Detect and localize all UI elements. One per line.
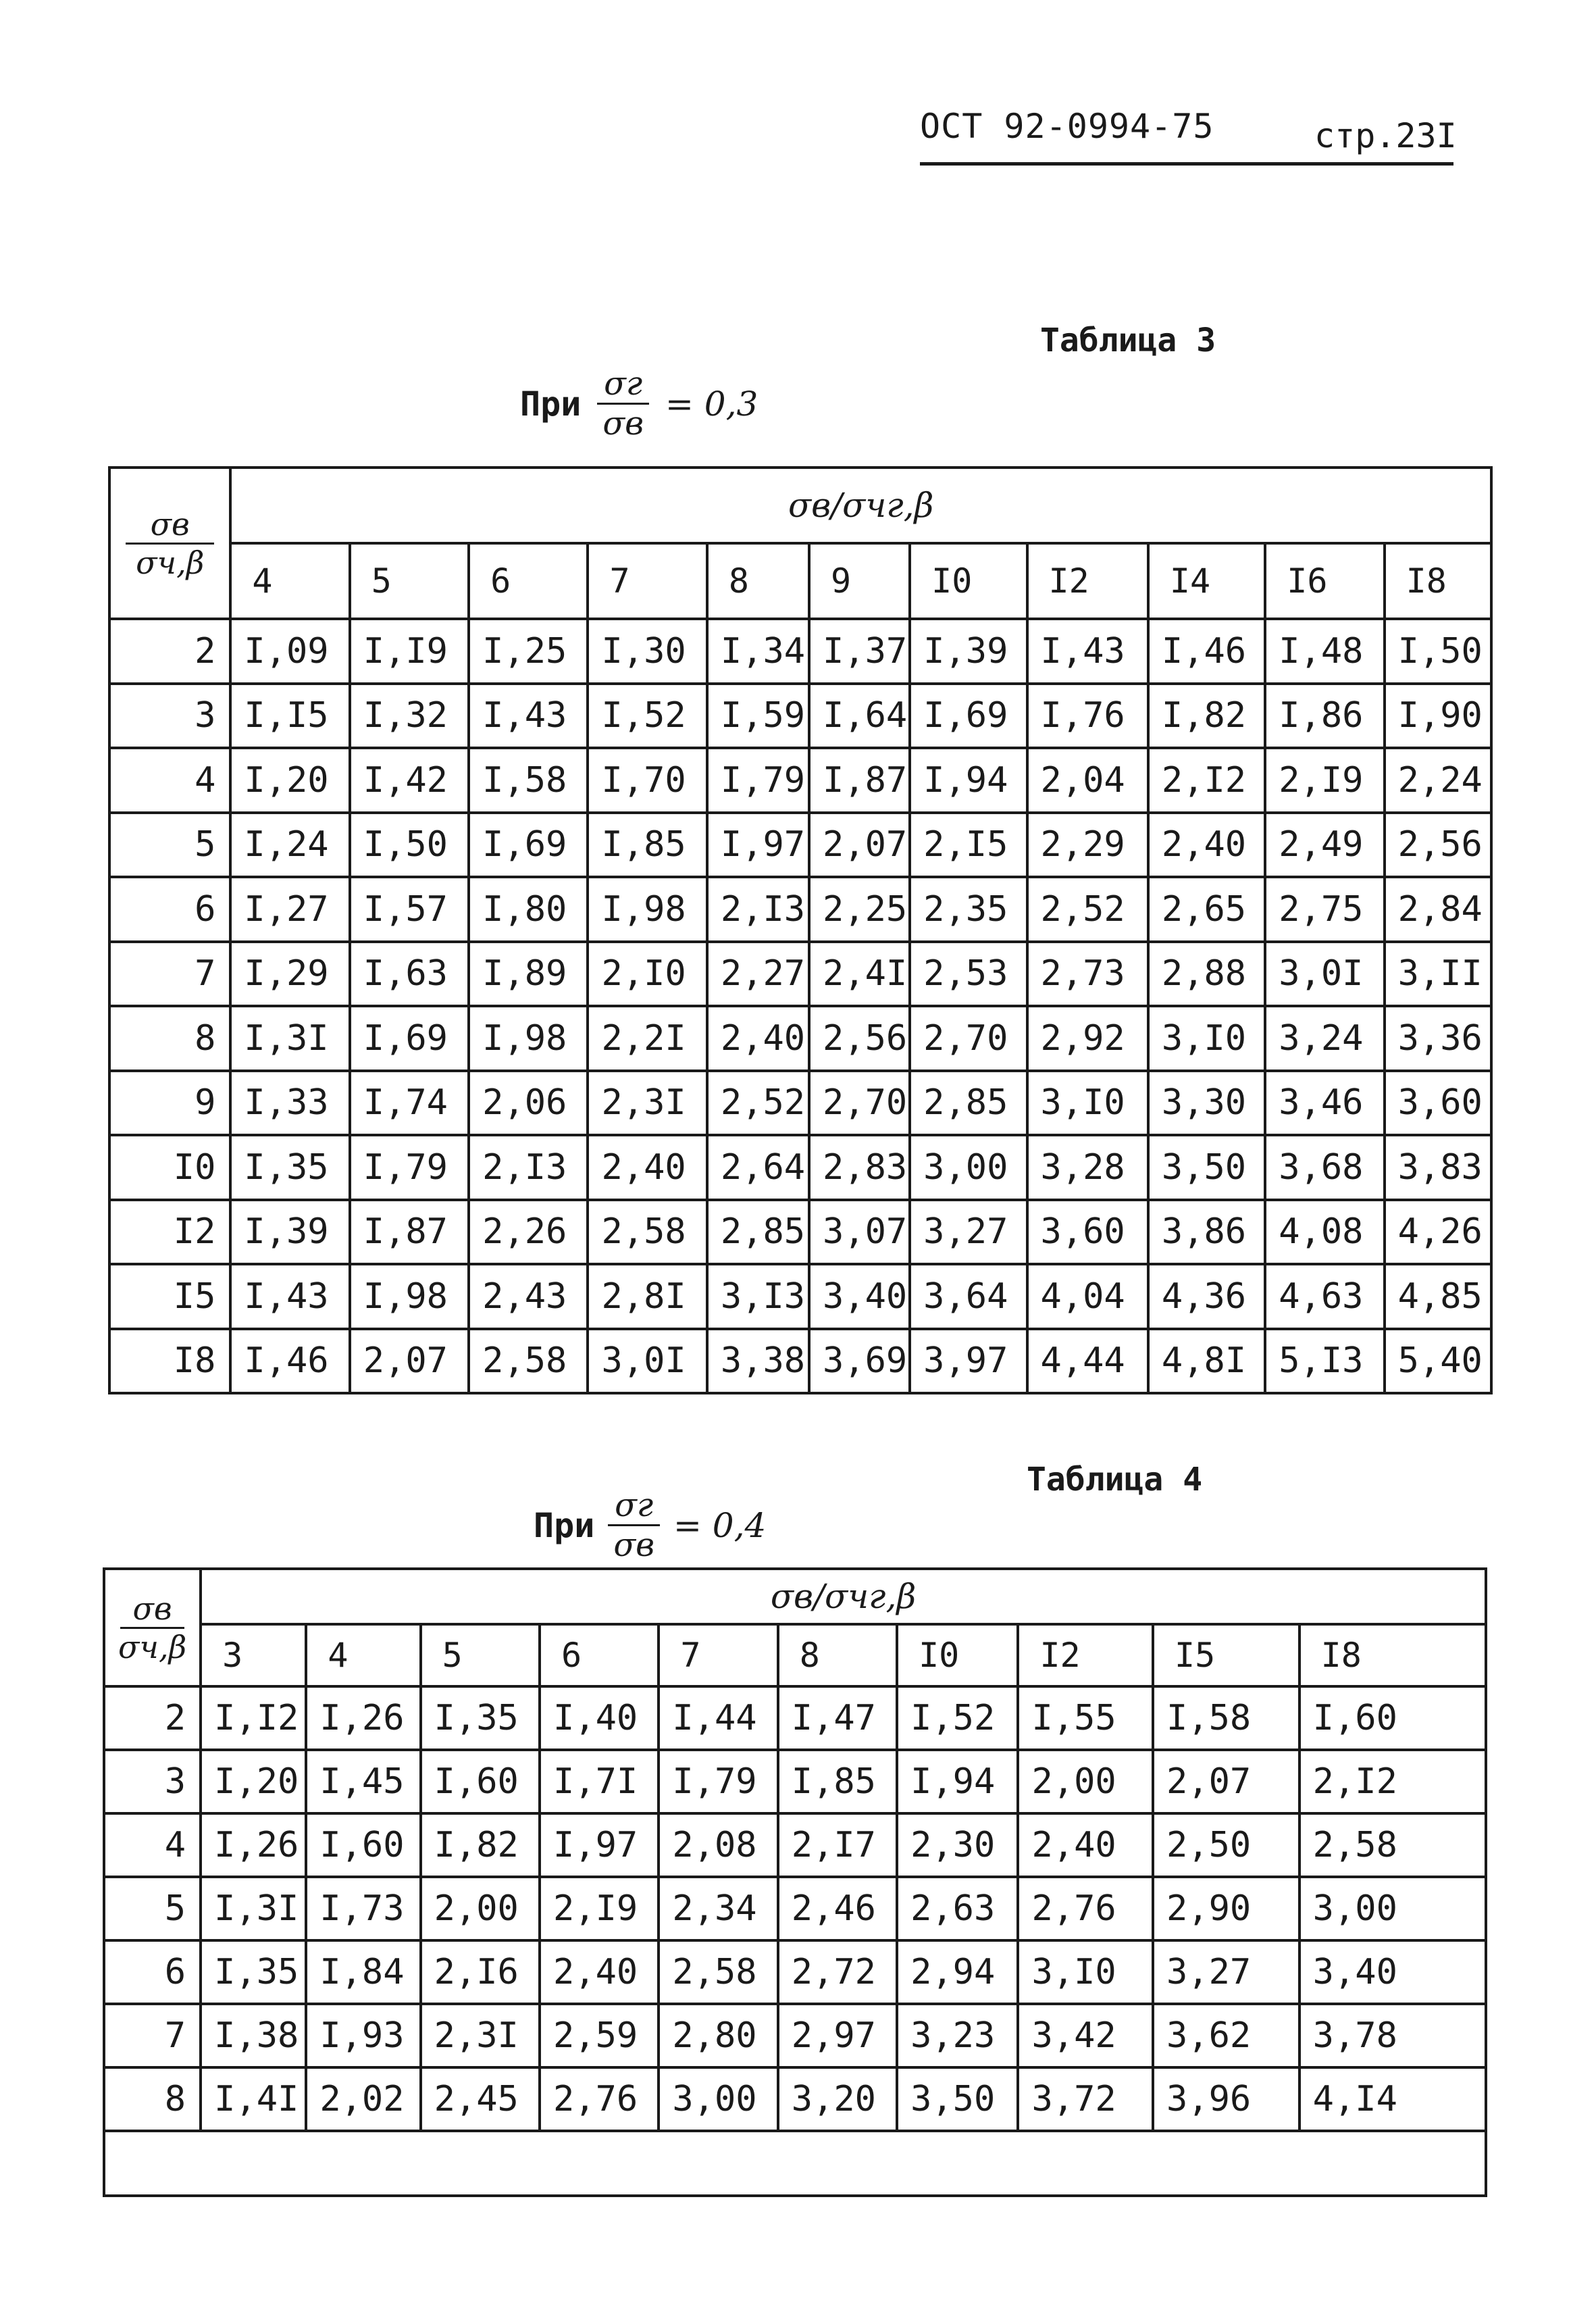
table4-cell: I,84 bbox=[306, 1940, 420, 2004]
table3-table-row bbox=[109, 619, 1491, 684]
table3-cell: I,69 bbox=[910, 684, 1027, 749]
table4-cell: 2,02 bbox=[306, 2067, 420, 2131]
table3-cell: 2,85 bbox=[707, 1200, 809, 1265]
table4-cell: 3,20 bbox=[778, 2067, 897, 2131]
table3-cell: 3,40 bbox=[809, 1264, 910, 1329]
table3-cell: 2,70 bbox=[809, 1071, 910, 1136]
table4-corner-cell bbox=[104, 1569, 201, 1686]
table4-cell: 2,80 bbox=[659, 2004, 777, 2067]
table3-cell: 2,53 bbox=[910, 942, 1027, 1007]
table4-header-row-2 bbox=[104, 1624, 1486, 1686]
table3-column-header: 9 bbox=[809, 543, 910, 619]
table4-cell: I,44 bbox=[659, 1686, 777, 1750]
table4-cell: 2,72 bbox=[778, 1940, 897, 2004]
table3-cell: 2,92 bbox=[1027, 1006, 1148, 1071]
table4-cell: I,47 bbox=[778, 1686, 897, 1750]
table3-cell: I,80 bbox=[469, 877, 588, 942]
table3-cell: I,69 bbox=[350, 1006, 469, 1071]
table4-cell: I,55 bbox=[1018, 1686, 1153, 1750]
table3-cell: 2,4I bbox=[809, 942, 910, 1007]
table3-cell: I,64 bbox=[809, 684, 910, 749]
table3-column-header: 6 bbox=[469, 543, 588, 619]
table3-cell: I,25 bbox=[469, 619, 588, 684]
table3-cell: I,30 bbox=[588, 619, 706, 684]
table3-row-header: I2 bbox=[109, 1200, 230, 1265]
table4-cell: 2,90 bbox=[1153, 1877, 1299, 1940]
table3-cell: 4,63 bbox=[1265, 1264, 1384, 1329]
table3-cell: 2,56 bbox=[1385, 813, 1491, 878]
table3-cell: I,33 bbox=[230, 1071, 349, 1136]
table4-cell: 2,46 bbox=[778, 1877, 897, 1940]
table4-cell: I,26 bbox=[201, 1813, 306, 1877]
table3-cell: 2,2I bbox=[588, 1006, 706, 1071]
table4-cell: 2,76 bbox=[1018, 1877, 1153, 1940]
table3-cell: I,79 bbox=[350, 1135, 469, 1200]
table3-cell: 3,50 bbox=[1148, 1135, 1265, 1200]
table3-condition-numerator: σг bbox=[597, 365, 649, 405]
table4-cell: I,26 bbox=[306, 1686, 420, 1750]
table3-cell: 2,I0 bbox=[588, 942, 706, 1007]
table3-cell: 2,40 bbox=[588, 1135, 706, 1200]
table3-cell: I,20 bbox=[230, 748, 349, 813]
table3-cell: I,98 bbox=[350, 1264, 469, 1329]
table4-column-header: I5 bbox=[1153, 1624, 1299, 1686]
table3-header-row-2 bbox=[109, 543, 1491, 619]
table4-cell: 2,59 bbox=[540, 2004, 659, 2067]
table3-cell: 2,84 bbox=[1385, 877, 1491, 942]
table3-cell: 2,52 bbox=[1027, 877, 1148, 942]
table3-row-header: I0 bbox=[109, 1135, 230, 1200]
table3-cell: 3,0I bbox=[588, 1329, 706, 1394]
table3-cell: 2,83 bbox=[809, 1135, 910, 1200]
table3-condition bbox=[520, 365, 758, 443]
table3-cell: 2,04 bbox=[1027, 748, 1148, 813]
table3-cell: I,09 bbox=[230, 619, 349, 684]
table4-row-header: 3 bbox=[104, 1750, 201, 1813]
table3-corner-denominator: σч,β bbox=[136, 544, 205, 581]
table4 bbox=[103, 1567, 1487, 2197]
table4-header-row-1 bbox=[104, 1569, 1486, 1624]
table3-cell: 2,58 bbox=[469, 1329, 588, 1394]
table4-cell: 3,62 bbox=[1153, 2004, 1299, 2067]
table4-cell: I,40 bbox=[540, 1686, 659, 1750]
table3-cell: I,58 bbox=[469, 748, 588, 813]
table4-cell: 4,I4 bbox=[1299, 2067, 1486, 2131]
table3-cell: I,79 bbox=[707, 748, 809, 813]
table4-column-header: 3 bbox=[201, 1624, 306, 1686]
table3-cell: 2,40 bbox=[1148, 813, 1265, 878]
table3-cell: I,46 bbox=[230, 1329, 349, 1394]
table4-column-header: I0 bbox=[897, 1624, 1018, 1686]
table4-blank-cell bbox=[104, 2131, 1486, 2196]
table3-cell: 3,28 bbox=[1027, 1135, 1148, 1200]
table4-cell: 2,3I bbox=[421, 2004, 540, 2067]
table3-cell: I,43 bbox=[469, 684, 588, 749]
table3-cell: 2,49 bbox=[1265, 813, 1384, 878]
table3-condition-label: При bbox=[520, 384, 582, 424]
table3-cell: 5,I3 bbox=[1265, 1329, 1384, 1394]
table4-cell: 3,00 bbox=[1299, 1877, 1486, 1940]
table3-cell: I,43 bbox=[230, 1264, 349, 1329]
table3-cell: 2,07 bbox=[809, 813, 910, 878]
table4-cell: I,58 bbox=[1153, 1686, 1299, 1750]
table3-cell: 2,24 bbox=[1385, 748, 1491, 813]
table3-cell: 2,70 bbox=[910, 1006, 1027, 1071]
table3-header-row-1 bbox=[109, 468, 1491, 543]
table4-cell: 2,40 bbox=[540, 1940, 659, 2004]
table4-column-header: 4 bbox=[306, 1624, 420, 1686]
table3-cell: 2,52 bbox=[707, 1071, 809, 1136]
table3-table-row bbox=[109, 877, 1491, 942]
table3-cell: I,24 bbox=[230, 813, 349, 878]
table3-cell: I,29 bbox=[230, 942, 349, 1007]
table3-row-header: 2 bbox=[109, 619, 230, 684]
table4-row-header: 4 bbox=[104, 1813, 201, 1877]
table3-cell: 3,07 bbox=[809, 1200, 910, 1265]
table3-cell: 3,60 bbox=[1027, 1200, 1148, 1265]
table3-cell: I,52 bbox=[588, 684, 706, 749]
table3-cell: I,86 bbox=[1265, 684, 1384, 749]
table3-cell: I,50 bbox=[1385, 619, 1491, 684]
table3-cell: I,I5 bbox=[230, 684, 349, 749]
table3-cell: I,69 bbox=[469, 813, 588, 878]
table4-table-row bbox=[104, 1750, 1486, 1813]
table4-cell: 2,63 bbox=[897, 1877, 1018, 1940]
table3-condition-value: = 0,3 bbox=[665, 384, 758, 424]
table3-cell: 2,75 bbox=[1265, 877, 1384, 942]
table3-cell: 3,97 bbox=[910, 1329, 1027, 1394]
table4-condition-fraction bbox=[608, 1486, 660, 1564]
table3-cell: I,97 bbox=[707, 813, 809, 878]
table4-cell: I,82 bbox=[421, 1813, 540, 1877]
page-number: стр.23I bbox=[1314, 116, 1457, 155]
table3-corner-numerator: σв bbox=[126, 506, 214, 545]
table3-row-header: 3 bbox=[109, 684, 230, 749]
table3-column-header: I2 bbox=[1027, 543, 1148, 619]
table4-cell: 3,78 bbox=[1299, 2004, 1486, 2067]
table3-cell: 3,46 bbox=[1265, 1071, 1384, 1136]
table3-cell: 2,43 bbox=[469, 1264, 588, 1329]
table3-cell: 4,85 bbox=[1385, 1264, 1491, 1329]
table3-column-header: I8 bbox=[1385, 543, 1491, 619]
table4-corner-numerator: σв bbox=[120, 1590, 184, 1629]
table3-cell: 3,83 bbox=[1385, 1135, 1491, 1200]
table3-cell: I,I9 bbox=[350, 619, 469, 684]
table4-cell: 3,23 bbox=[897, 2004, 1018, 2067]
table4-cell: 2,94 bbox=[897, 1940, 1018, 2004]
table3-table-row bbox=[109, 1071, 1491, 1136]
table4-column-header: I8 bbox=[1299, 1624, 1486, 1686]
table3-table-row bbox=[109, 1200, 1491, 1265]
table4-cell: I,I2 bbox=[201, 1686, 306, 1750]
table3-cell: I,89 bbox=[469, 942, 588, 1007]
table3-cell: 2,40 bbox=[707, 1006, 809, 1071]
table4-cell: I,3I bbox=[201, 1877, 306, 1940]
table3-cell: 4,26 bbox=[1385, 1200, 1491, 1265]
table3-cell: I,82 bbox=[1148, 684, 1265, 749]
table4-cell: 3,I0 bbox=[1018, 1940, 1153, 2004]
table4-cell: I,52 bbox=[897, 1686, 1018, 1750]
table3-table-row bbox=[109, 684, 1491, 749]
table3-cell: 2,I3 bbox=[707, 877, 809, 942]
table4-cell: 2,50 bbox=[1153, 1813, 1299, 1877]
table4-cell: I,85 bbox=[778, 1750, 897, 1813]
table3-cell: 3,24 bbox=[1265, 1006, 1384, 1071]
document-code: ОСТ 92-0994-75 bbox=[920, 107, 1214, 146]
table3-cell: 4,08 bbox=[1265, 1200, 1384, 1265]
table3-cell: 2,88 bbox=[1148, 942, 1265, 1007]
table3-cell: I,39 bbox=[230, 1200, 349, 1265]
table3-cell: 3,I0 bbox=[1027, 1071, 1148, 1136]
table4-cell: 2,30 bbox=[897, 1813, 1018, 1877]
table4-cell: I,45 bbox=[306, 1750, 420, 1813]
table3-cell: I,85 bbox=[588, 813, 706, 878]
table4-cell: I,94 bbox=[897, 1750, 1018, 1813]
table3-cell: 2,8I bbox=[588, 1264, 706, 1329]
table4-blank-row bbox=[104, 2131, 1486, 2196]
table3-cell: I,32 bbox=[350, 684, 469, 749]
table4-cell: 2,45 bbox=[421, 2067, 540, 2131]
table3-cell: I,87 bbox=[809, 748, 910, 813]
table3-cell: 3,68 bbox=[1265, 1135, 1384, 1200]
table4-cell: I,4I bbox=[201, 2067, 306, 2131]
table4-table-row bbox=[104, 1813, 1486, 1877]
table3-cell: I,50 bbox=[350, 813, 469, 878]
table3-table-row bbox=[109, 942, 1491, 1007]
table3-row-header: 4 bbox=[109, 748, 230, 813]
table4-cell: 3,27 bbox=[1153, 1940, 1299, 2004]
table3-cell: 4,8I bbox=[1148, 1329, 1265, 1394]
table3-cell: 4,04 bbox=[1027, 1264, 1148, 1329]
table3-cell: I,37 bbox=[809, 619, 910, 684]
table3-cell: 3,38 bbox=[707, 1329, 809, 1394]
table3-cell: I,98 bbox=[588, 877, 706, 942]
table3-cell: I,46 bbox=[1148, 619, 1265, 684]
table4-table-row bbox=[104, 2004, 1486, 2067]
table3-table-row bbox=[109, 748, 1491, 813]
table3-cell: 2,35 bbox=[910, 877, 1027, 942]
table3-row-header: 9 bbox=[109, 1071, 230, 1136]
table3-cell: 3,I3 bbox=[707, 1264, 809, 1329]
table3-row-header: 5 bbox=[109, 813, 230, 878]
table4-column-header: 7 bbox=[659, 1624, 777, 1686]
table3-cell: I,87 bbox=[350, 1200, 469, 1265]
table4-caption: Таблица 4 bbox=[1027, 1461, 1203, 1499]
table3-cell: 2,07 bbox=[350, 1329, 469, 1394]
table4-row-header: 8 bbox=[104, 2067, 201, 2131]
table3-table-row bbox=[109, 1329, 1491, 1394]
table3-table-row bbox=[109, 813, 1491, 878]
table3-cell: I,70 bbox=[588, 748, 706, 813]
table3-row-header: 6 bbox=[109, 877, 230, 942]
table4-cell: I,35 bbox=[201, 1940, 306, 2004]
table4-condition-denominator: σв bbox=[613, 1526, 655, 1564]
table3-column-header: I0 bbox=[910, 543, 1027, 619]
table4-cell: 3,40 bbox=[1299, 1940, 1486, 2004]
table4-cell: I,93 bbox=[306, 2004, 420, 2067]
table4-cell: 2,76 bbox=[540, 2067, 659, 2131]
table4-cell: 3,00 bbox=[659, 2067, 777, 2131]
table3-cell: 3,II bbox=[1385, 942, 1491, 1007]
table3-column-header: 7 bbox=[588, 543, 706, 619]
table3-row-header: I8 bbox=[109, 1329, 230, 1394]
table3-cell: 2,I5 bbox=[910, 813, 1027, 878]
table3-cell: 2,56 bbox=[809, 1006, 910, 1071]
table3-column-header: 8 bbox=[707, 543, 809, 619]
table4-row-header: 5 bbox=[104, 1877, 201, 1940]
table4-column-header: 5 bbox=[421, 1624, 540, 1686]
table3-cell: 4,44 bbox=[1027, 1329, 1148, 1394]
table3-cell: 2,58 bbox=[588, 1200, 706, 1265]
table4-table-row bbox=[104, 1877, 1486, 1940]
table3-cell: I,27 bbox=[230, 877, 349, 942]
table3-cell: I,63 bbox=[350, 942, 469, 1007]
table3-cell: I,39 bbox=[910, 619, 1027, 684]
table4-column-header: 8 bbox=[778, 1624, 897, 1686]
table3-cell: 2,26 bbox=[469, 1200, 588, 1265]
table4-cell: I,79 bbox=[659, 1750, 777, 1813]
table3-cell: I,42 bbox=[350, 748, 469, 813]
table3-span-header: σв/σчг,β bbox=[230, 468, 1491, 543]
table4-table-row bbox=[104, 1940, 1486, 2004]
table3-cell: I,35 bbox=[230, 1135, 349, 1200]
table3-cell: I,43 bbox=[1027, 619, 1148, 684]
table3-table-row bbox=[109, 1135, 1491, 1200]
table4-cell: 2,40 bbox=[1018, 1813, 1153, 1877]
table3-cell: 2,73 bbox=[1027, 942, 1148, 1007]
table3-cell: I,90 bbox=[1385, 684, 1491, 749]
table3 bbox=[108, 466, 1493, 1394]
table4-cell: I,60 bbox=[421, 1750, 540, 1813]
table4-column-header: I2 bbox=[1018, 1624, 1153, 1686]
table3-cell: 2,85 bbox=[910, 1071, 1027, 1136]
table4-cell: 2,I7 bbox=[778, 1813, 897, 1877]
table3-cell: 3,60 bbox=[1385, 1071, 1491, 1136]
table4-cell: 2,00 bbox=[421, 1877, 540, 1940]
table3-corner-cell bbox=[109, 468, 230, 619]
table3-cell: I,48 bbox=[1265, 619, 1384, 684]
table3-cell: I,59 bbox=[707, 684, 809, 749]
table4-cell: 2,58 bbox=[659, 1940, 777, 2004]
table4-table-row bbox=[104, 2067, 1486, 2131]
table3-cell: 5,40 bbox=[1385, 1329, 1491, 1394]
table3-cell: 3,I0 bbox=[1148, 1006, 1265, 1071]
table4-cell: I,73 bbox=[306, 1877, 420, 1940]
table4-cell: 3,42 bbox=[1018, 2004, 1153, 2067]
table3-cell: I,57 bbox=[350, 877, 469, 942]
table4-row-header: 2 bbox=[104, 1686, 201, 1750]
table3-cell: 2,06 bbox=[469, 1071, 588, 1136]
table3-condition-fraction bbox=[597, 365, 649, 443]
table4-cell: I,38 bbox=[201, 2004, 306, 2067]
table4-condition-label: При bbox=[534, 1505, 595, 1545]
table4-span-header: σв/σчг,β bbox=[201, 1569, 1486, 1624]
table4-condition bbox=[534, 1486, 766, 1564]
table3-row-header: 8 bbox=[109, 1006, 230, 1071]
table4-cell: 3,50 bbox=[897, 2067, 1018, 2131]
table4-cell: 2,07 bbox=[1153, 1750, 1299, 1813]
table3-cell: 3,36 bbox=[1385, 1006, 1491, 1071]
table3-cell: 2,I9 bbox=[1265, 748, 1384, 813]
table4-cell: 2,08 bbox=[659, 1813, 777, 1877]
table3-cell: 4,36 bbox=[1148, 1264, 1265, 1329]
table3-cell: 2,3I bbox=[588, 1071, 706, 1136]
table4-cell: 3,96 bbox=[1153, 2067, 1299, 2131]
table3-cell: 2,65 bbox=[1148, 877, 1265, 942]
table3-cell: 3,30 bbox=[1148, 1071, 1265, 1136]
table3-cell: 3,64 bbox=[910, 1264, 1027, 1329]
table3-cell: I,98 bbox=[469, 1006, 588, 1071]
table4-cell: I,97 bbox=[540, 1813, 659, 1877]
table4-cell: I,20 bbox=[201, 1750, 306, 1813]
table3-cell: I,3I bbox=[230, 1006, 349, 1071]
table3-cell: 3,27 bbox=[910, 1200, 1027, 1265]
table4-cell: I,7I bbox=[540, 1750, 659, 1813]
table3-cell: 2,64 bbox=[707, 1135, 809, 1200]
table3-cell: 2,27 bbox=[707, 942, 809, 1007]
table3-column-header: 4 bbox=[230, 543, 349, 619]
table3-column-header: 5 bbox=[350, 543, 469, 619]
table3-cell: 2,25 bbox=[809, 877, 910, 942]
table4-corner-denominator: σч,β bbox=[118, 1628, 187, 1665]
table3-row-header: 7 bbox=[109, 942, 230, 1007]
table3-table-row bbox=[109, 1006, 1491, 1071]
table4-column-header: 6 bbox=[540, 1624, 659, 1686]
table3-cell: 2,I2 bbox=[1148, 748, 1265, 813]
table3-cell: 2,I3 bbox=[469, 1135, 588, 1200]
table3-caption: Таблица 3 bbox=[1040, 322, 1216, 359]
table4-cell: 2,00 bbox=[1018, 1750, 1153, 1813]
table3-row-header: I5 bbox=[109, 1264, 230, 1329]
table3-column-header: I6 bbox=[1265, 543, 1384, 619]
table4-condition-numerator: σг bbox=[608, 1486, 660, 1526]
table4-cell: I,60 bbox=[1299, 1686, 1486, 1750]
table3-column-header: I4 bbox=[1148, 543, 1265, 619]
table3-cell: 3,0I bbox=[1265, 942, 1384, 1007]
table4-cell: 2,97 bbox=[778, 2004, 897, 2067]
table4-cell: 2,34 bbox=[659, 1877, 777, 1940]
table4-cell: I,35 bbox=[421, 1686, 540, 1750]
table3-cell: 3,00 bbox=[910, 1135, 1027, 1200]
table4-cell: 2,I2 bbox=[1299, 1750, 1486, 1813]
table4-cell: 2,I9 bbox=[540, 1877, 659, 1940]
header-rule bbox=[920, 162, 1453, 166]
table3-cell: I,74 bbox=[350, 1071, 469, 1136]
table3-cell: 2,29 bbox=[1027, 813, 1148, 878]
table3-cell: I,76 bbox=[1027, 684, 1148, 749]
table3-cell: 3,86 bbox=[1148, 1200, 1265, 1265]
table3-condition-denominator: σв bbox=[602, 405, 644, 443]
table3-cell: 3,69 bbox=[809, 1329, 910, 1394]
table4-row-header: 7 bbox=[104, 2004, 201, 2067]
table4-cell: 3,72 bbox=[1018, 2067, 1153, 2131]
table4-table-row bbox=[104, 1686, 1486, 1750]
table4-condition-value: = 0,4 bbox=[673, 1505, 767, 1545]
table3-cell: I,94 bbox=[910, 748, 1027, 813]
table3-table-row bbox=[109, 1264, 1491, 1329]
table3-cell: I,34 bbox=[707, 619, 809, 684]
table4-cell: 2,I6 bbox=[421, 1940, 540, 2004]
table4-row-header: 6 bbox=[104, 1940, 201, 2004]
table4-cell: 2,58 bbox=[1299, 1813, 1486, 1877]
table4-cell: I,60 bbox=[306, 1813, 420, 1877]
